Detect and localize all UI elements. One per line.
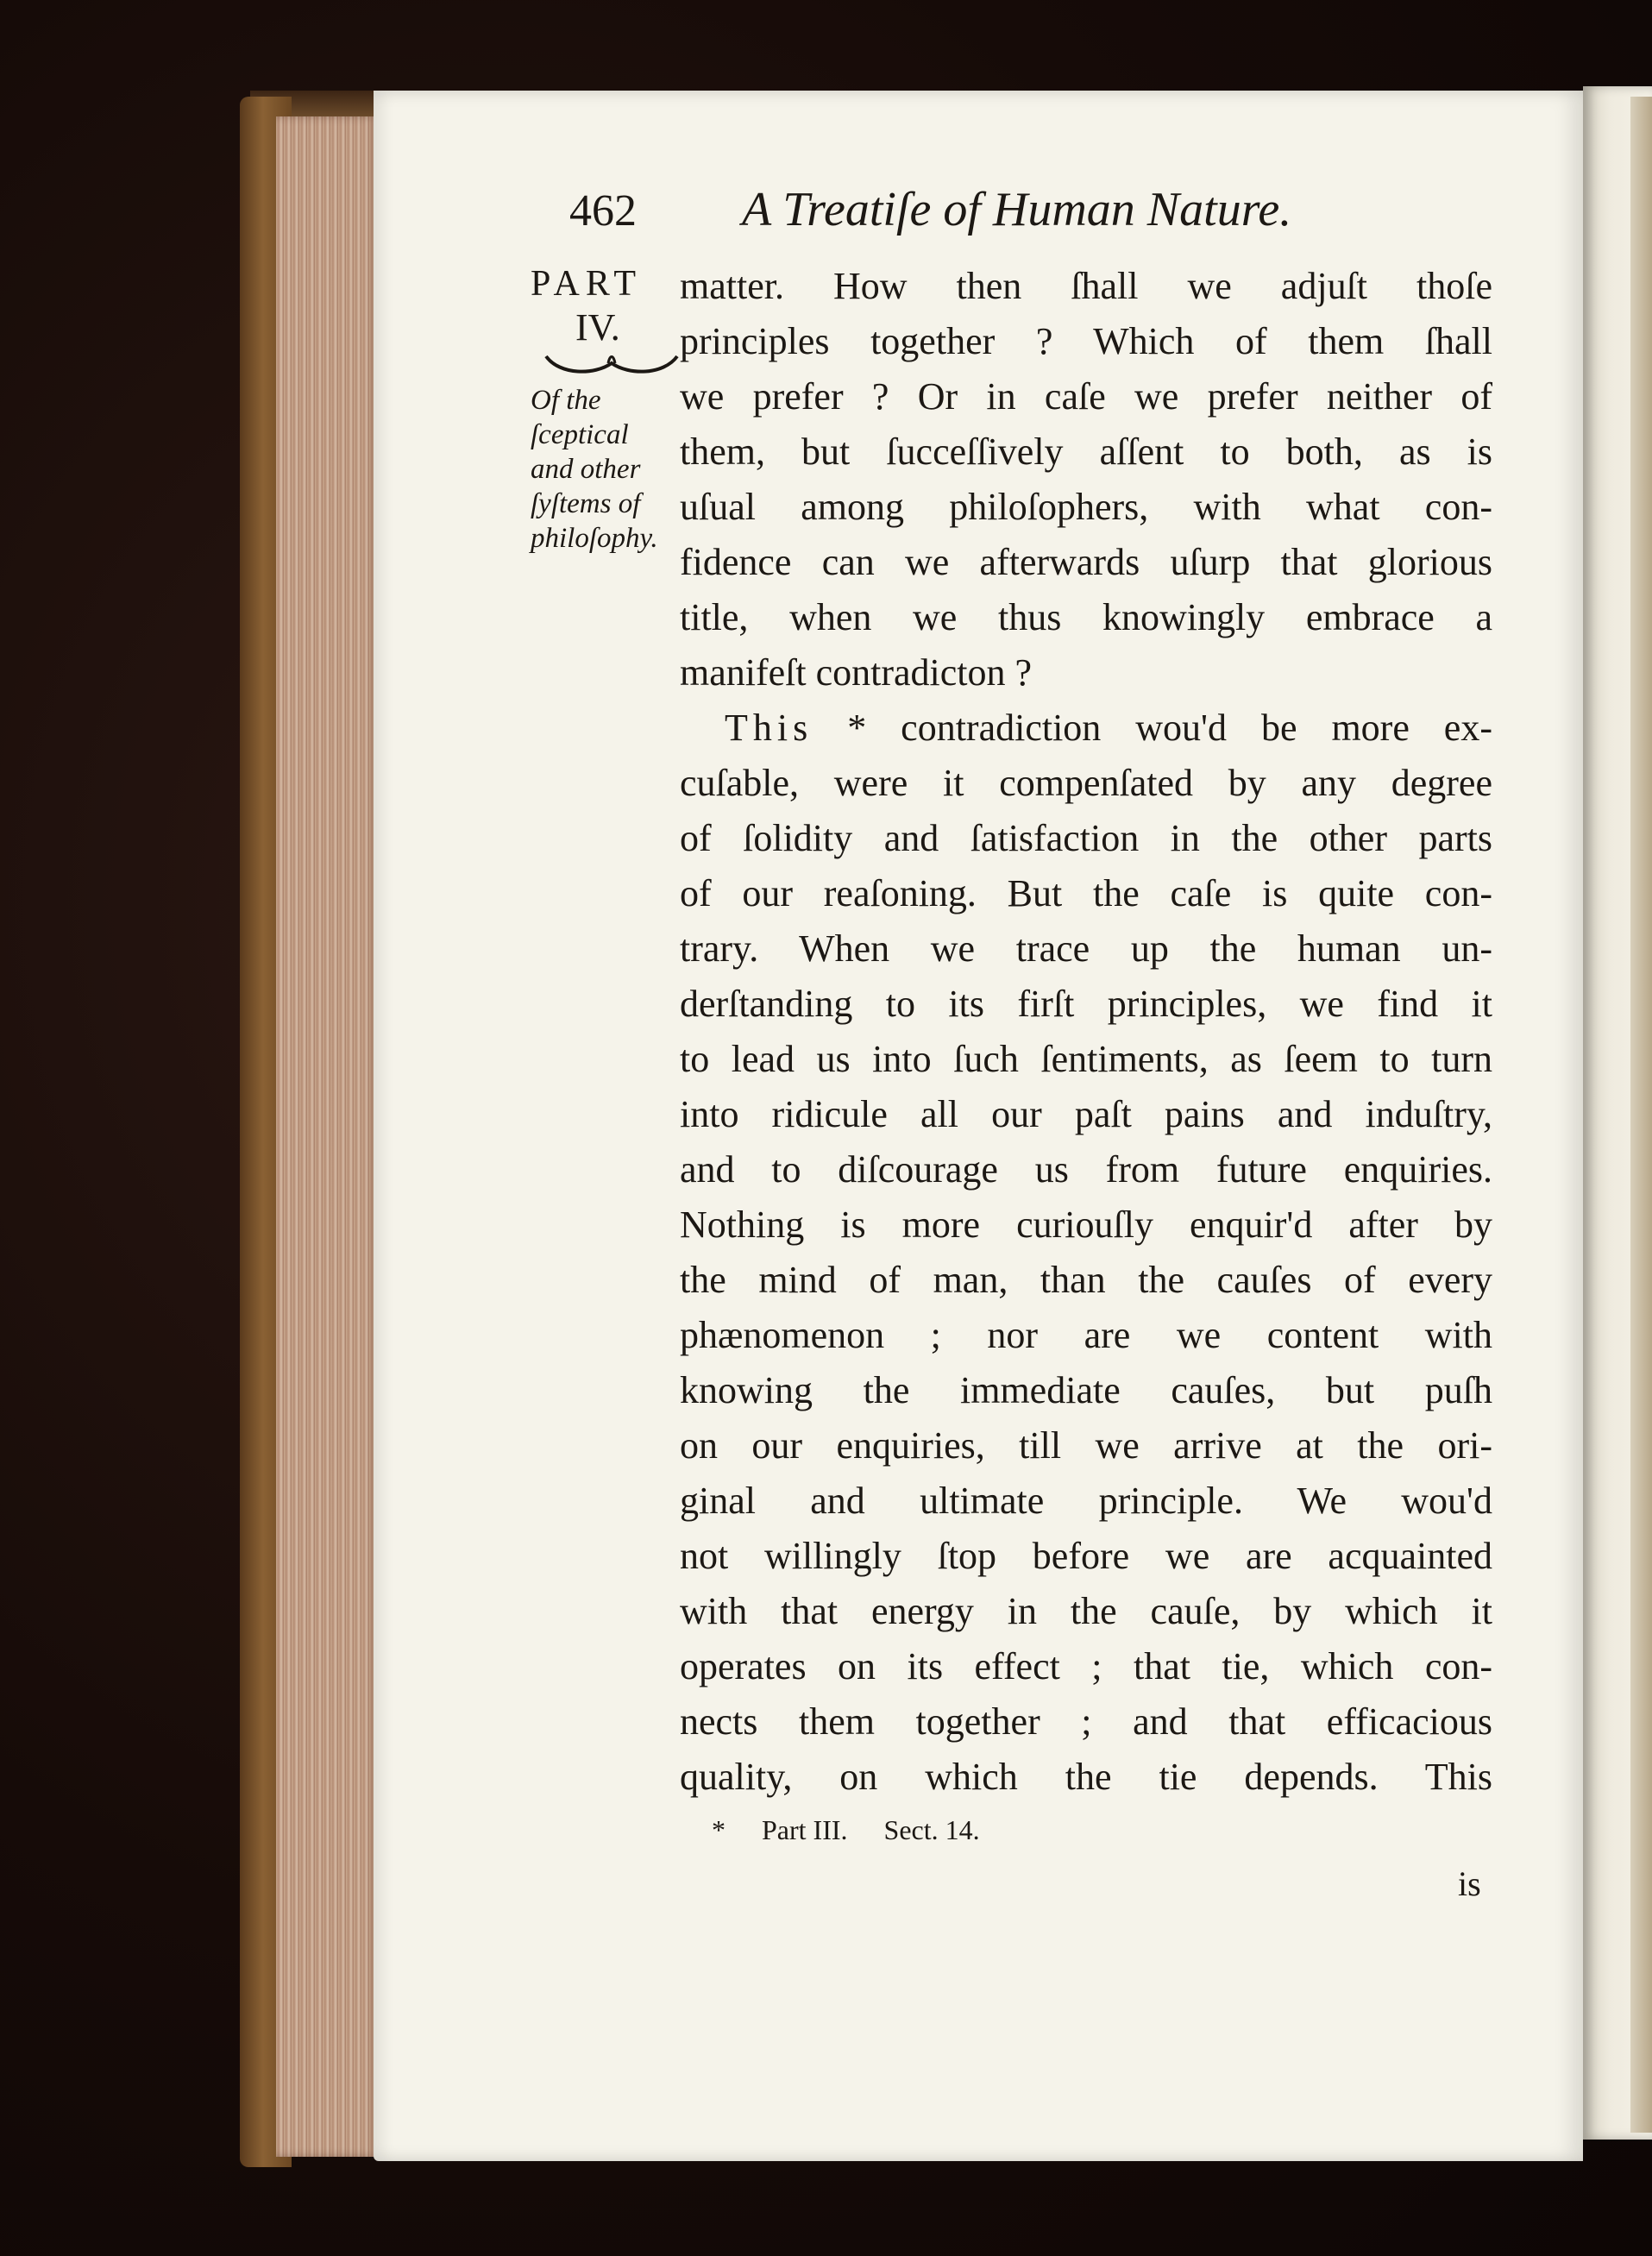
- page-number: 462: [569, 186, 637, 236]
- text-line: we prefer ? Or in caſe we prefer neither of: [680, 375, 1492, 418]
- catchword: is: [1458, 1864, 1481, 1903]
- text-line: nects them together ; and that efficacious: [680, 1700, 1492, 1743]
- text-line: Nothing is more curiouſly enquir'd after by: [680, 1203, 1492, 1246]
- text-line: not willingly ſtop before we are acquainted: [680, 1535, 1492, 1577]
- text-line: and to diſcourage us from future enquiries.: [680, 1148, 1492, 1191]
- footnote-part: Part III.: [762, 1814, 848, 1845]
- facing-page-fore-edge: [1630, 97, 1652, 2133]
- text-line: quality, on which the tie depends. This: [680, 1756, 1492, 1798]
- text-line: operates on its effect ; that tie, which con-: [680, 1645, 1492, 1687]
- gloss-line: ſyſtems of: [531, 488, 641, 519]
- marginal-note: [531, 263, 677, 555]
- text-line: ginal and ultimate principle. We wou'd: [680, 1480, 1492, 1522]
- text-line: uſual among philoſophers, with what con-: [680, 486, 1492, 528]
- decorative-brace-icon: [543, 349, 681, 382]
- footnote-mark: *: [712, 1814, 725, 1845]
- text-line: into ridicule all our paſt pains and induſtry,: [680, 1093, 1492, 1135]
- running-title: A Treatiſe of Human Nature.: [742, 183, 1292, 236]
- paragraph-first-line: [680, 701, 1492, 756]
- footnote: [712, 1814, 980, 1846]
- text-line: cuſable, were it compenſated by any degree: [680, 762, 1492, 804]
- text-line: * contradiction wou'd be more ex-: [847, 707, 1492, 749]
- text-line: manifeſt contradicton ?: [680, 651, 1033, 694]
- gloss-line: and other: [531, 454, 641, 485]
- text-line: to lead us into ſuch ſentiments, as ſeem to turn: [680, 1038, 1492, 1080]
- text-line: phænomenon ; nor are we content with: [680, 1314, 1492, 1356]
- text-line: principles together ? Which of them ſhall: [680, 320, 1492, 362]
- paragraph-lead-word: This: [725, 707, 813, 749]
- text-line: the mind of man, than the cauſes of every: [680, 1259, 1492, 1301]
- text-line: fidence can we afterwards uſurp that glorious: [680, 541, 1492, 583]
- text-line: with that energy in the cauſe, by which it: [680, 1590, 1492, 1632]
- text-line: them, but ſucceſſively aſſent to both, as is: [680, 430, 1492, 473]
- gloss-line: philoſophy.: [531, 523, 658, 554]
- gloss-line: ſceptical: [531, 419, 629, 450]
- body-text: [680, 259, 1492, 1805]
- part-number: IV.: [575, 306, 620, 349]
- footnote-sect: Sect. 14.: [883, 1814, 980, 1845]
- gloss-line: Of the: [531, 385, 601, 416]
- text-line: trary. When we trace up the human un-: [680, 927, 1492, 970]
- text-line: title, when we thus knowingly embrace a: [680, 596, 1492, 638]
- text-line: matter. How then ſhall we adjuſt thoſe: [680, 265, 1492, 307]
- text-line: knowing the immediate cauſes, but puſh: [680, 1369, 1492, 1411]
- text-line: of ſolidity and ſatisfaction in the other parts: [680, 817, 1492, 859]
- part-label: PART: [531, 264, 642, 304]
- page-edges: [276, 116, 380, 2157]
- text-line: of our reaſoning. But the caſe is quite con-: [680, 872, 1492, 914]
- text-line: on our enquiries, till we arrive at the ori-: [680, 1424, 1492, 1467]
- text-line: derſtanding to its firſt principles, we find it: [680, 983, 1492, 1025]
